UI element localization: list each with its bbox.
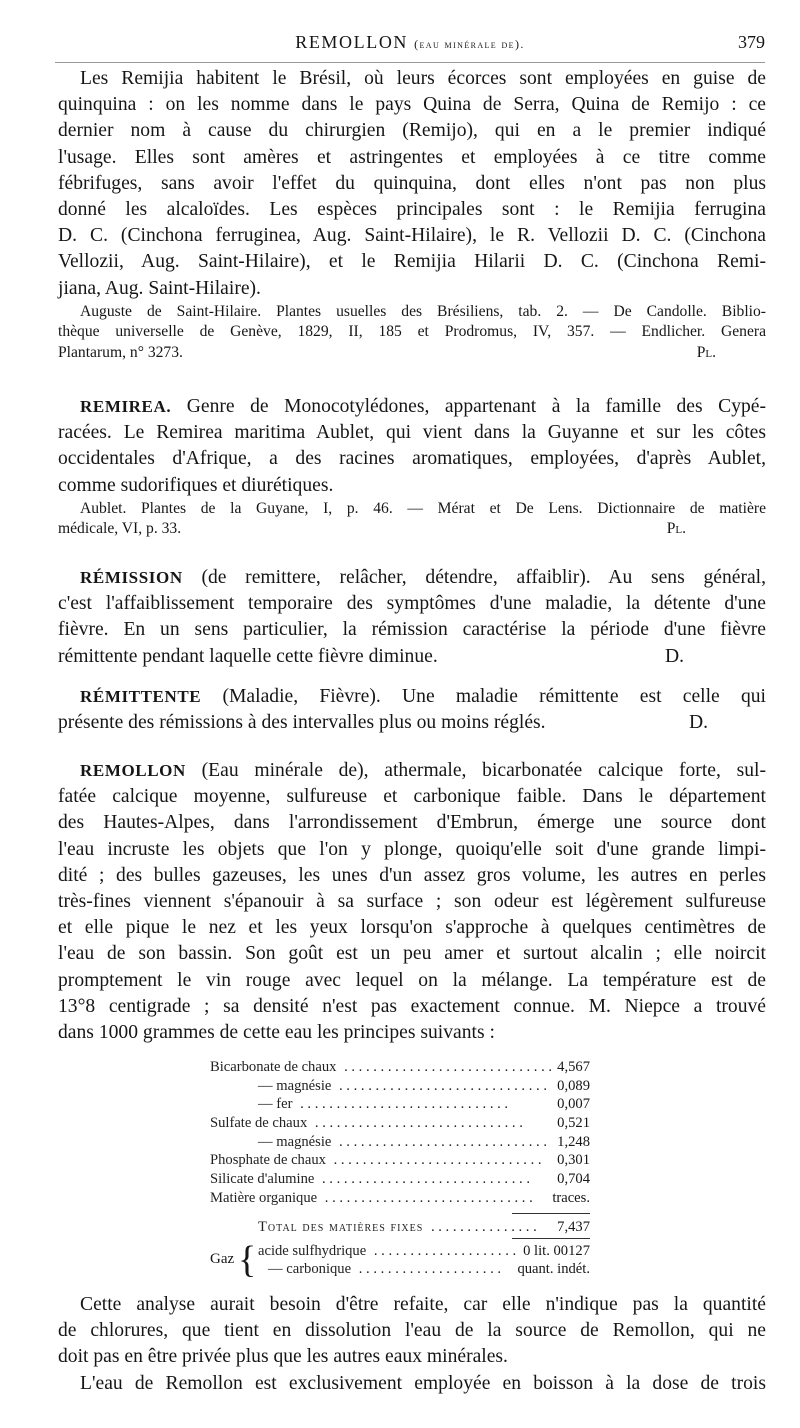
leader-dots: Matière organique . . . . . . . . . . . . . . . . . . . . . . . . . . . . . [210,1189,533,1206]
leader-dots: Phosphate de chaux . . . . . . . . . . . . . . . . . . . . . . . . . . . . . [210,1152,542,1169]
reference-line: thèque universelle de Genève, 1829, II, 185 et Prodromus, IV, 357. — Endlicher. Genera [58,323,766,341]
text-line [58,644,766,670]
page-header [55,30,765,63]
row-label: — fer [258,1096,296,1112]
row-value: 0,007 [557,1096,590,1113]
text-line: fièvre. En un sens particulier, la rémission caractérise la période d'une fièvre [58,619,766,641]
reference-text: médicale, VI, p. 33. [58,520,182,538]
text-line: Cette analyse aurait besoin d'être refaite, car elle n'indique pas la quantité [80,1294,766,1315]
text-line: Les Remijia habitent le Brésil, où leurs écorces sont employées en guise de [80,68,766,89]
total-label: Total des matières fixes [258,1219,427,1235]
entry-remirea [58,394,766,540]
row-label: acide sulfhydrique [258,1243,370,1259]
gaz-label: Gaz [210,1251,235,1268]
leader-dots: — magnésie . . . . . . . . . . . . . . . . . . . . . . . . . . . . . [258,1077,547,1094]
table-row [210,1151,590,1170]
text-line [58,394,766,420]
leader-dots: Total des matières fixes . . . . . . . . . . . . . . . [258,1218,537,1235]
text-run: (Eau minérale de), athermale, bicarbonatée calcique forte, sul- [201,760,766,781]
entry-remollon-continued [58,1292,766,1397]
row-value: 4,567 [557,1059,590,1075]
entry-remittente [58,684,766,736]
author-signature: Pl. [666,520,686,538]
entry-remission [58,565,766,670]
text-line: dité ; des bulles gazeuses, les unes d'un assez gros volume, les autres en perles [58,864,766,886]
text-line [58,684,766,710]
row-label: Bicarbonate de chaux [210,1059,340,1075]
text-line: quinquina : on les nomme dans le pays Quina de Serra, Quina de Remijo : ce [58,94,766,116]
text-line: jiana, Aug. Saint-Hilaire). [58,277,261,299]
row-label: Matière organique [210,1190,321,1206]
table-row [210,1133,590,1152]
row-label: Phosphate de chaux [210,1152,330,1168]
row-value: 0 lit. 00127 [523,1243,590,1260]
text-line: dans 1000 grammes de cette eau les principes suivants : [58,1021,495,1043]
author-signature: D. [688,712,708,734]
row-label: Silicate d'alumine [210,1171,318,1187]
row-value: quant. indét. [517,1261,590,1278]
text-line: l'eau incruste les objets que l'on y plonge, quoiqu'elle soit d'une grande limpi- [58,838,766,860]
text-line: doit pas en être privée plus que les autres eaux minérales. [58,1346,508,1368]
gaz-group [210,1239,590,1282]
text-line: et elle pique le nez et les yeux lorsqu'on s'approche à quelques centimètres de [58,917,766,939]
reference-line: Aublet. Plantes de la Guyane, I, p. 46. — Mérat et De Lens. Dictionnaire de matière [80,499,766,517]
text-line: Vellozii, Aug. Saint-Hilaire), et le Remijia Hilarii D. C. (Cinchona Remi- [58,251,766,273]
row-value: traces. [552,1189,590,1206]
row-value: 0,521 [557,1115,590,1132]
reference-line [58,343,766,364]
table-row [210,1058,590,1077]
headword: RÉMITTENTE [80,687,202,706]
leader-dots: — carbonique . . . . . . . . . . . . . . . . . . . . [268,1261,502,1278]
table-row [210,1114,590,1133]
leader-dots: Silicate d'alumine . . . . . . . . . . . . . . . . . . . . . . . . . . . . . [210,1171,530,1188]
gaz-row [258,1242,590,1261]
analysis-table [210,1058,590,1280]
reference-line [58,519,766,540]
row-value: 1,248 [557,1133,590,1150]
table-row [210,1170,590,1189]
sum-rule [210,1208,590,1218]
text-line: de chlorures, que tient en dissolution l'eau de la source de Remollon, qui ne [58,1320,766,1342]
text-line: l'usage. Elles sont amères et astringentes et employées à ce titre comme [58,146,766,168]
text-line: c'est l'affaiblissement temporaire des symptômes d'une maladie, la détente d'une [58,593,766,615]
text-line: racées. Le Remirea maritima Aublet, qui vient dans la Guyanne et sur les côtes [58,422,766,444]
text-run: (de remittere, relâcher, détendre, affaiblir). Au sens général, [201,567,767,588]
row-label: — carbonique [268,1261,355,1277]
text-line: L'eau de Remollon est exclusivement employée en boisson à la dose de trois [80,1372,766,1394]
author-signature: Pl. [696,343,716,361]
text-line: fatée calcique moyenne, sulfureuse et carbonique faible. Dans le département [58,786,766,808]
text-line: fébrifuges, sans avoir l'effet du quinquina, dont elles n'ont pas non plus [58,172,766,194]
reference-text: Plantarum, n° 3273. [58,343,183,361]
total-row [210,1218,590,1237]
table-row [210,1189,590,1208]
text-line: l'eau de son bassin. Son goût est un peu amer et surtout alcalin ; elle noircit [58,943,766,965]
text-line: comme sudorifiques et diurétiques. [58,474,334,496]
text-line: occidentales d'Afrique, a des racines aromatiques, employées, d'après Aublet, [58,448,766,470]
leader-dots: — fer . . . . . . . . . . . . . . . . . . . . . . . . . . . . . [258,1096,509,1113]
text-line [58,758,766,784]
running-head [55,32,765,53]
text-run: rémittente pendant laquelle cette fièvre diminue. [58,645,438,667]
reference-line: Auguste de Saint-Hilaire. Plantes usuelles des Brésiliens, tab. 2. — De Candolle. Biblio- [80,302,766,320]
brace-icon: { [238,1239,257,1282]
headword: REMIREA. [80,397,172,416]
text-run: présente des rémissions à des intervalles plus ou moins réglés. [58,712,546,734]
text-line: très-fines viennent s'épanouir à sa surface ; son odeur est légèrement sulfureuse [58,890,766,912]
text-run: Genre de Monocotylédones, appartenant à la famille des Cypé- [186,396,767,417]
leader-dots: Sulfate de chaux . . . . . . . . . . . . . . . . . . . . . . . . . . . . . [210,1115,523,1132]
headword: REMOLLON [80,761,186,780]
row-label: Sulfate de chaux [210,1115,311,1131]
text-line [58,710,766,736]
sum-rule-line [512,1213,590,1214]
author-signature: D. [664,645,684,667]
headword: RÉMISSION [80,568,183,587]
text-line: 13°8 centigrade ; sa densité n'est pas exactement connue. M. Niepce a trouvé [58,995,766,1017]
table-row [210,1077,590,1096]
entry-remijia [58,66,766,363]
row-value: 0,089 [557,1077,590,1094]
text-line: promptement le vin rouge avec lequel on la mélange. La température est de [58,969,766,991]
text-line: donné les alcaloïdes. Les espèces principales sont : le Remijia ferrugina [58,198,766,220]
text-line: dernier nom à cause du chirurgien (Remijo), qui en a le premier indiqué [58,120,766,142]
entry-remollon [58,758,766,1046]
table-row [210,1095,590,1114]
leader-dots: — magnésie . . . . . . . . . . . . . . . . . . . . . . . . . . . . . [258,1133,547,1150]
row-label: — magnésie [258,1078,335,1094]
running-head-sub: (eau minérale de). [414,37,525,51]
total-rule-line [512,1238,590,1239]
text-line: des Hautes-Alpes, dans l'arrondissement d'Embrun, émerge une source dont [58,812,766,834]
text-line [58,565,766,591]
leader-dots: acide sulfhydrique . . . . . . . . . . . . . . . . . . . . [258,1243,517,1260]
text-line: D. C. (Cinchona ferruginea, Aug. Saint-Hilaire), le R. Vellozii D. C. (Cinchona [58,225,766,247]
total-value: 7,437 [557,1218,590,1235]
row-value: 0,301 [557,1152,590,1169]
row-value: 0,704 [557,1171,590,1188]
page-number: 379 [738,32,765,52]
running-head-main: REMOLLON [295,32,409,52]
text-run: (Maladie, Fièvre). Une maladie rémittente est celle qui [222,686,766,707]
row-label: — magnésie [258,1134,335,1150]
gaz-row [258,1260,590,1279]
leader-dots: Bicarbonate de chaux . . . . . . . . . . . . . . . . . . . . . . . . . . . . . [210,1059,553,1075]
